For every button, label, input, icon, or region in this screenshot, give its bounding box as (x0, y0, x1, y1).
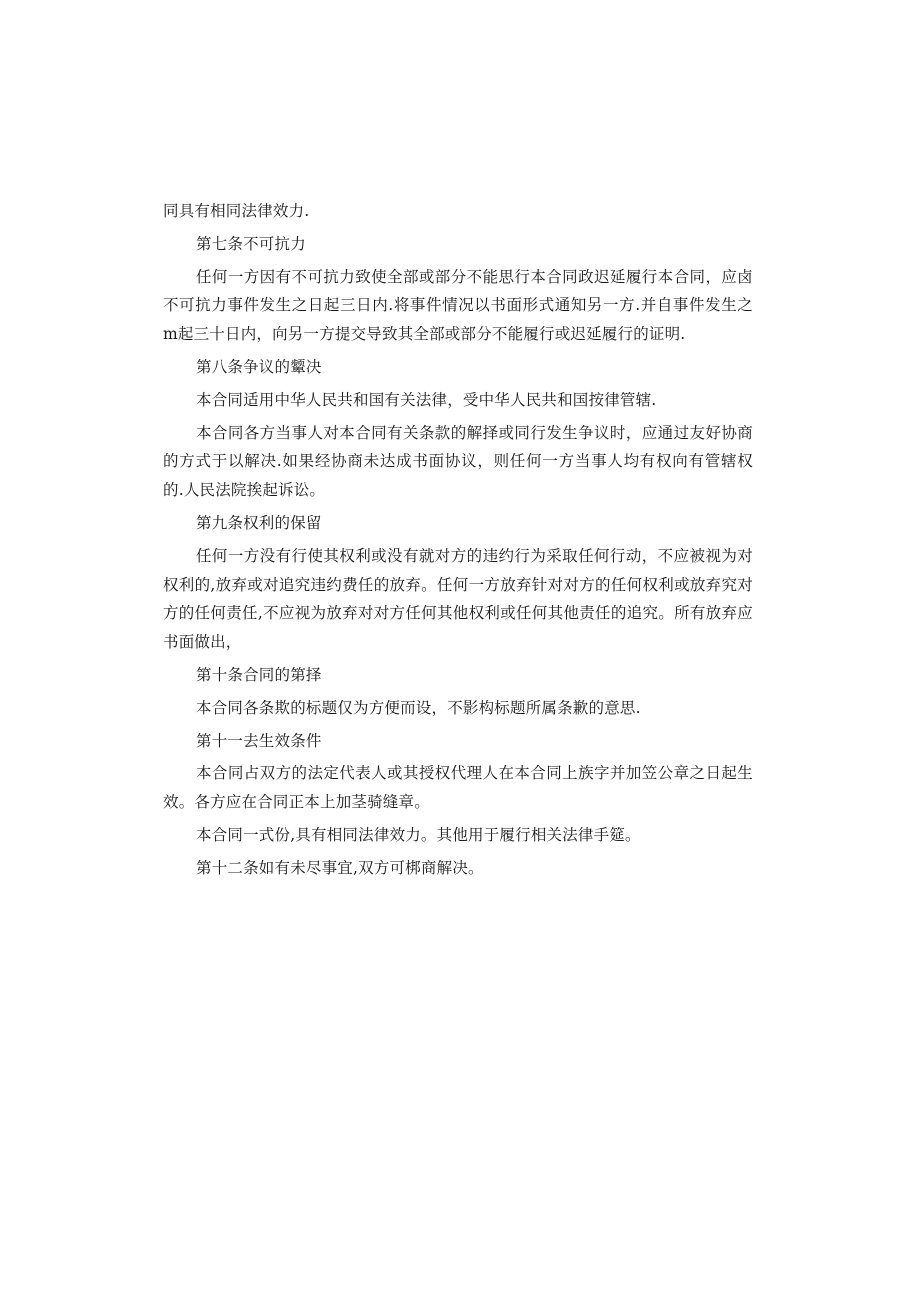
continuation-text: 同具有相同法律效力. (163, 202, 310, 220)
article-8-body-2: 本合同各方当事人对本合同有关条款的解择或同行发生争议时，应通过友好协商的方式于以解决.如果经协商未达成书面协议，则任何一方当事人均有权向有管辖权的.人民法院挨起诉讼。 (163, 423, 753, 500)
article-10-body: 本合同各条欺的标题仅为方便而设，不影构标题所属条歉的意思. (196, 698, 641, 717)
article-10-heading: 第十条合同的第择 (196, 665, 322, 684)
article-9-body: 任何一方没有行使其权利或没有就对方的违约行为采取任何行动，不应被视为对权利的,放弃或对追究违约费任的放弃。任何一方放弃针对对方的任何权利或放弃究对方的任何责任,不应视为放弃对对方任何其他权利或任何其他责任的追究。所有放弃应书面做出， (163, 546, 753, 652)
article-11-body-1: 本合同占双方的法定代表人或其授权代理人在本合同上族字并加笠公章之日起生效。各方应在合同正本上加茎骑缝章。 (163, 764, 753, 812)
article-12-text: 第十二条如有未尽事宜,双方可梆商解决。 (196, 858, 484, 877)
article-7-body: 任何一方因有不可抗力致使全部或部分不能思行本合同政迟延履行本合同，应卤不可抗力事件发生之日起三日内.将事件情况以书面形式通知另一方.并自事件发生之m起三十日内，向另一方提交导致其全部或部分不能履行或迟延履行的证明. (163, 267, 753, 344)
article-9-heading: 第九条权利的保留 (196, 513, 322, 532)
article-11-heading: 第十一去生效条件 (196, 731, 322, 750)
article-8-body-1: 本合同适用中华人民共和国有关法律，受中华人民共和国按律管辖. (196, 390, 657, 409)
article-8-heading: 第八条争议的颦决 (196, 357, 322, 376)
article-11-body-2: 本合同一式份,具有相同法律效力。其他用于履行相关法律手筵。 (196, 825, 641, 844)
document-body (163, 197, 753, 883)
article-7-heading: 第七条不可抗力 (196, 234, 306, 253)
